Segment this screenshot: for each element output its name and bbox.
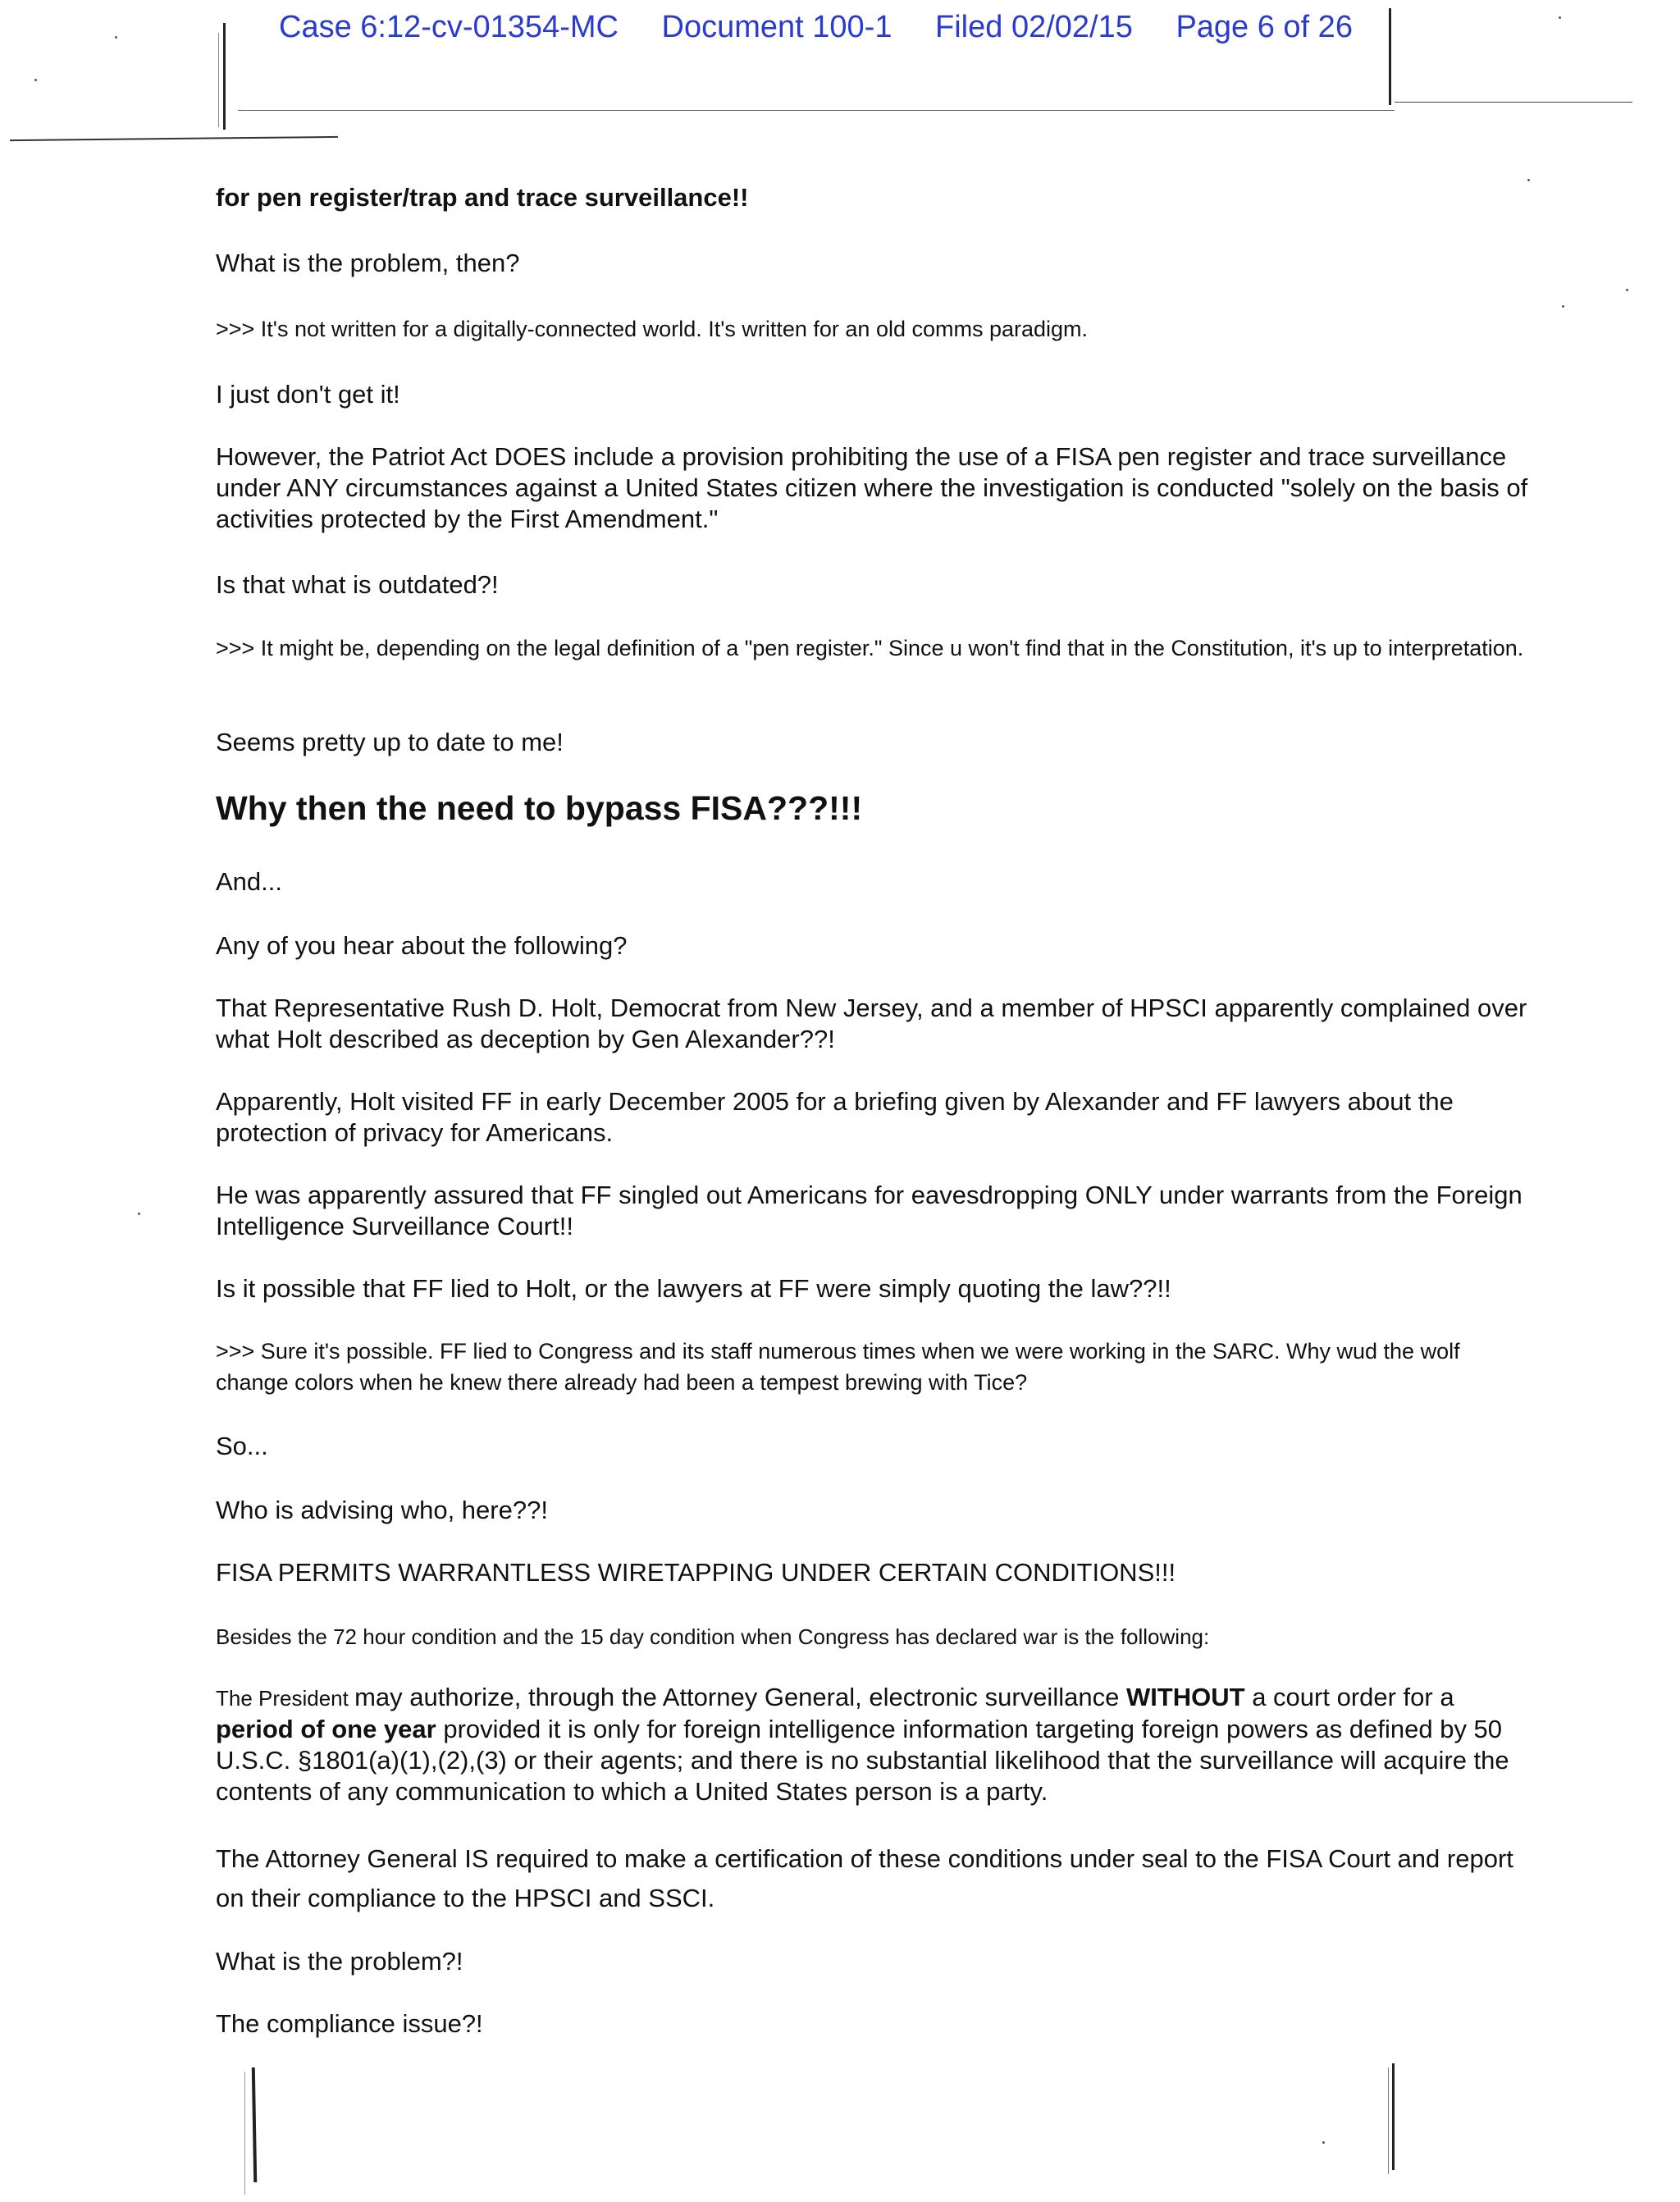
scan-mark-bottom-right-faint (1388, 2067, 1389, 2174)
scan-mark-bottom-left-faint (244, 2072, 245, 2195)
case-header (279, 10, 1387, 45)
scan-speck (34, 79, 37, 81)
scan-rule-left (10, 136, 338, 141)
case-number: Case 6:12-cv-01354-MC (279, 10, 619, 44)
scan-mark-bottom-right (1392, 2063, 1395, 2170)
paragraph-16: Besides the 72 hour condition and the 15 day condition when Congress has declared war is the following: (216, 1624, 1210, 1649)
scan-speck (1562, 305, 1564, 308)
paragraph-2: What is the problem, then? (216, 249, 520, 277)
p17-part-b: may authorize, through the Attorney General, electronic surveillance (354, 1683, 1126, 1711)
scan-mark-top-left-faint (218, 33, 219, 127)
paragraph-1: for pen register/trap and trace surveillance!! (216, 183, 749, 212)
scan-speck (1626, 289, 1628, 291)
p17-part-a: The President (216, 1686, 355, 1711)
scan-speck (115, 36, 117, 39)
paragraph-13: So... (216, 1432, 268, 1460)
paragraph-6: Seems pretty up to date to me! (216, 728, 564, 756)
paragraph-11: He was apparently assured that FF singled out Americans for eavesdropping ONLY under warrants from the Foreign Intelligence Surveillance Court!! (216, 1181, 1522, 1240)
p17-part-f: provided it is only for foreign intelligence information targeting foreign powers as defined by 50 U.S.C. §1801(a)(1),(2),(3) or their agents; and there is no substantial likelihood that the surveillance will acquire the contents of any communication to which a United States person is a party. (216, 1715, 1509, 1806)
p17-part-c: WITHOUT (1125, 1683, 1245, 1711)
reply-3: >>> Sure it's possible. FF lied to Congress and its staff numerous times when we were working in the SARC. Why wud the wolf change colors when he knew there already had been a tempest brewing with Tice? (216, 1339, 1460, 1395)
reply-2: >>> It might be, depending on the legal definition of a "pen register." Since u won't find that in the Constitution, it's up to interpretation. (216, 636, 1524, 660)
scan-mark-top-right (1389, 8, 1391, 105)
section-heading: Why then the need to bypass FISA???!!! (216, 789, 863, 827)
filed-date: Filed 02/02/15 (935, 10, 1133, 44)
document-number: Document 100-1 (661, 10, 892, 44)
scan-mark-bottom-left (252, 2067, 257, 2182)
paragraph-17 (216, 1682, 1528, 1807)
paragraph-7: And... (216, 867, 282, 896)
paragraph-3: I just don't get it! (216, 380, 400, 409)
scan-mark-top-left (223, 23, 226, 130)
scan-rule-right (1395, 102, 1632, 103)
paragraph-18: The Attorney General IS required to make a certification of these conditions under seal to the FISA Court and report on their compliance to the HPSCI and SSCI. (216, 1844, 1513, 1912)
paragraph-19: What is the problem?! (216, 1947, 463, 1976)
p17-part-e: period of one year (216, 1715, 436, 1743)
paragraph-20: The compliance issue?! (216, 2009, 483, 2038)
paragraph-9: That Representative Rush D. Holt, Democrat from New Jersey, and a member of HPSCI apparently complained over what Holt described as deception by Gen Alexander??! (216, 994, 1527, 1053)
paragraph-5: Is that what is outdated?! (216, 570, 499, 599)
paragraph-15: FISA PERMITS WARRANTLESS WIRETAPPING UNDER CERTAIN CONDITIONS!!! (216, 1558, 1176, 1587)
paragraph-4: However, the Patriot Act DOES include a provision prohibiting the use of a FISA pen register and trace surveillance under ANY circumstances against a United States citizen where the investigation is conducted "solely on the basis of activities protected by the First Amendment." (216, 442, 1528, 533)
scan-speck (1527, 179, 1530, 181)
p17-part-d: a court order for a (1244, 1683, 1454, 1711)
scan-speck (138, 1213, 140, 1215)
scan-speck (1322, 2141, 1325, 2144)
scan-rule-mid (238, 110, 1395, 111)
paragraph-12: Is it possible that FF lied to Holt, or the lawyers at FF were simply quoting the law??!! (216, 1274, 1171, 1303)
paragraph-14: Who is advising who, here??! (216, 1496, 548, 1524)
page-number: Page 6 of 26 (1176, 10, 1353, 44)
paragraph-8: Any of you hear about the following? (216, 931, 628, 960)
paragraph-10: Apparently, Holt visited FF in early December 2005 for a briefing given by Alexander and FF lawyers about the protection of privacy for Americans. (216, 1087, 1454, 1147)
scan-speck (1559, 16, 1561, 19)
reply-1: >>> It's not written for a digitally-connected world. It's written for an old comms paradigm. (216, 317, 1089, 341)
